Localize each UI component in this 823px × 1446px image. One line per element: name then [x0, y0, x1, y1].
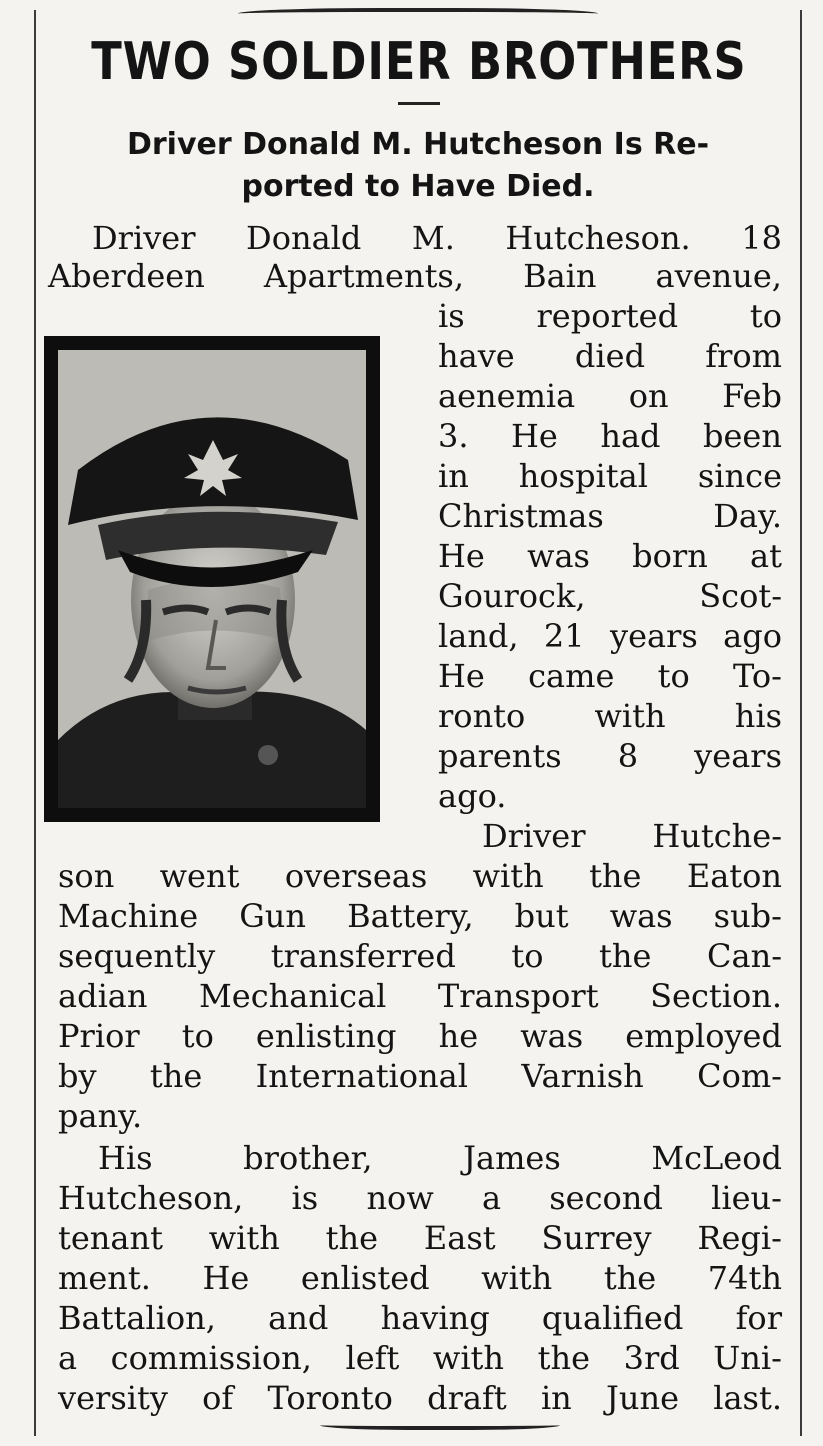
column-rule-right [800, 10, 802, 1436]
text-line: His brother, James McLeod [98, 1139, 782, 1177]
text-line: 3. He had been [438, 417, 782, 455]
text-line: Hutcheson, is now a second lieu- [58, 1179, 782, 1217]
column-rule-left [34, 10, 36, 1436]
text-line: Driver Donald M. Hutcheson. 18 [92, 219, 782, 257]
text-line: ment. He enlisted with the 74th [58, 1259, 782, 1297]
subhead-line-2: ported to Have Died. [241, 169, 595, 204]
text-line: son went overseas with the Eaton [58, 857, 782, 895]
headline-divider [398, 102, 440, 105]
text-line: He was born at [438, 537, 782, 575]
text-line: pany. [58, 1097, 143, 1135]
text-line: Machine Gun Battery, but was sub- [58, 897, 782, 935]
text-line: by the International Varnish Com- [58, 1057, 782, 1095]
soldier-portrait-photo [44, 336, 380, 822]
text-line: parents 8 years [438, 737, 782, 775]
top-ornament [238, 8, 598, 22]
text-line: is reported to [438, 297, 782, 335]
text-line: a commission, left with the 3rd Uni- [58, 1339, 782, 1377]
text-line: Aberdeen Apartments, Bain avenue, [48, 257, 782, 295]
text-line: aenemia on Feb [438, 377, 782, 415]
headline: TWO SOLDIER BROTHERS [91, 32, 747, 92]
portrait-image [58, 350, 366, 808]
subhead-line-1: Driver Donald M. Hutcheson Is Re- [126, 127, 710, 162]
text-line: in hospital since [438, 457, 782, 495]
text-line: Christmas Day. [438, 497, 782, 535]
text-line: ago. [438, 777, 507, 815]
text-line: have died from [438, 337, 782, 375]
text-line: ronto with his [438, 697, 782, 735]
text-line: Prior to enlisting he was employed [58, 1017, 782, 1055]
text-line: sequently transferred to the Can- [58, 937, 782, 975]
text-line: tenant with the East Surrey Regi- [58, 1219, 782, 1257]
text-line: He came to To- [438, 657, 782, 695]
subheadline [48, 124, 788, 208]
text-line: Battalion, and having qualified for [58, 1299, 782, 1337]
text-line: Driver Hutche- [482, 817, 782, 855]
text-line: adian Mechanical Transport Section. [58, 977, 782, 1015]
text-line: versity of Toronto draft in June last. [58, 1379, 782, 1417]
text-line: Gourock, Scot- [438, 577, 782, 615]
text-line: land, 21 years ago [438, 617, 782, 655]
bottom-ornament [320, 1418, 560, 1430]
